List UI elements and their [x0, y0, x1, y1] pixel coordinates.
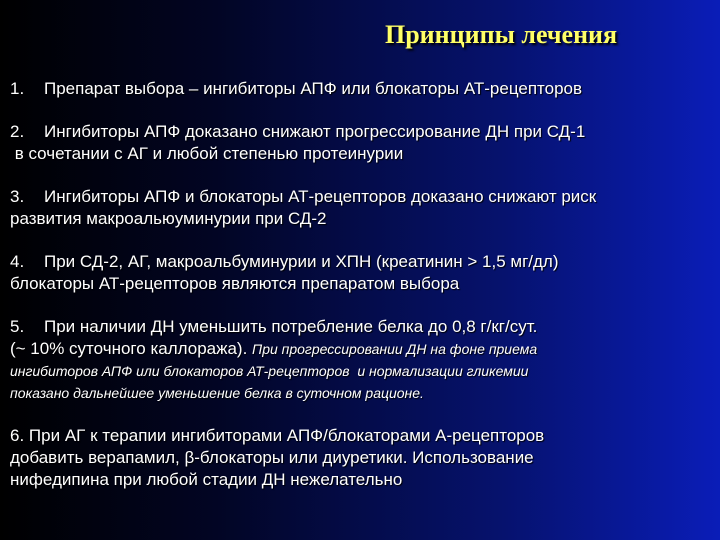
slide-title: Принципы лечения: [385, 20, 618, 49]
item-5-italic-line-2: ингибиторов АПФ или блокаторов АТ-рецепторов и нормализации гликемии: [10, 363, 529, 379]
slide-body: [10, 78, 710, 512]
item-3-line-1: [10, 186, 710, 208]
item-4-line-1: [10, 251, 710, 273]
item-5-line-2: [10, 338, 710, 360]
item-5-line-1: [10, 316, 710, 338]
list-item-6: [10, 425, 710, 491]
item-6-line-2: добавить верапамил, β-блокаторы или диуретики. Использование: [10, 448, 534, 467]
item-2-line-1: [10, 121, 710, 143]
item-5-italic-line-3: показано дальнейшее уменьшение белка в суточном рационе.: [10, 385, 424, 401]
item-number: 2.: [10, 122, 25, 141]
item-text: При наличии ДН уменьшить потребление белка до 0,8 г/кг/сут.: [44, 317, 538, 336]
list-item-3: [10, 186, 710, 230]
list-item-2: [10, 121, 710, 165]
item-6-line-3: нифедипина при любой стадии ДН нежелательно: [10, 470, 403, 489]
item-6-line-1: [10, 425, 710, 447]
list-item-4: [10, 251, 710, 295]
item-1-line-1: [10, 78, 710, 100]
item-number: 4.: [10, 252, 25, 271]
item-text: Препарат выбора – ингибиторы АПФ или блокаторы АТ-рецепторов: [44, 79, 583, 98]
item-text: Ингибиторы АПФ и блокаторы АТ-рецепторов доказано снижают риск: [44, 187, 597, 206]
item-2-line-2: в сочетании с АГ и любой степенью протеинурии: [10, 144, 404, 163]
item-text: Ингибиторы АПФ доказано снижают прогрессирование ДН при СД-1: [44, 122, 586, 141]
item-text: (~ 10% суточного каллоража).: [10, 339, 253, 358]
item-4-line-2: блокаторы АТ-рецепторов являются препаратом выбора: [10, 274, 460, 293]
item-note-italic: При прогрессировании ДН на фоне приема: [252, 341, 538, 357]
item-number: 6.: [10, 426, 25, 445]
item-3-line-2: развития макроальюуминурии при СД-2: [10, 209, 327, 228]
list-item-5: [10, 316, 710, 404]
item-text: При СД-2, АГ, макроальбуминурии и ХПН (креатинин > 1,5 мг/дл): [44, 252, 559, 271]
item-number: 5.: [10, 317, 25, 336]
item-number: 1.: [10, 79, 25, 98]
item-text: При АГ к терапии ингибиторами АПФ/блокаторами А-рецепторов: [28, 426, 545, 445]
item-number: 3.: [10, 187, 25, 206]
list-item-1: [10, 78, 710, 100]
